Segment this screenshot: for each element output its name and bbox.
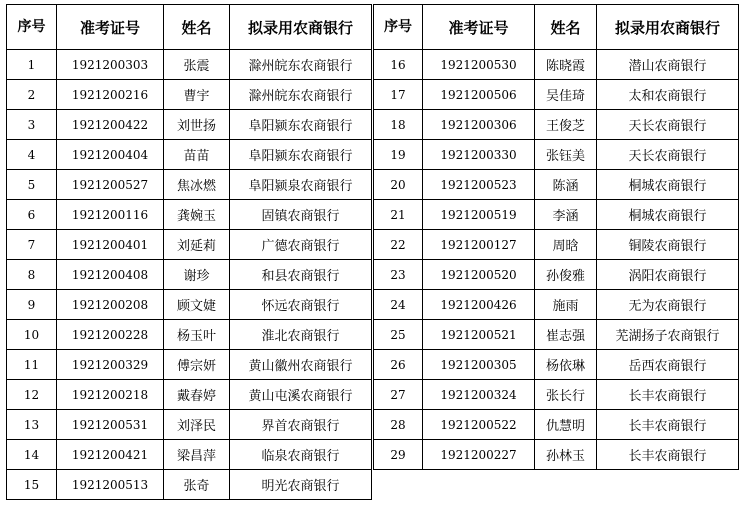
cell-exam-id: 1921200401	[57, 230, 164, 260]
right-table	[373, 4, 739, 470]
cell-exam-id: 1921200513	[57, 470, 164, 500]
cell-bank: 长丰农商银行	[597, 380, 739, 410]
cell-name: 施雨	[535, 290, 597, 320]
cell-exam-id: 1921200521	[423, 320, 535, 350]
cell-name: 梁昌萍	[164, 440, 230, 470]
cell-seq: 13	[7, 410, 57, 440]
cell-name: 王俊芝	[535, 110, 597, 140]
cell-exam-id: 1921200506	[423, 80, 535, 110]
cell-seq: 5	[7, 170, 57, 200]
cell-bank: 怀远农商银行	[230, 290, 372, 320]
header-seq: 序号	[374, 5, 423, 50]
cell-bank: 固镇农商银行	[230, 200, 372, 230]
cell-seq: 2	[7, 80, 57, 110]
cell-seq: 25	[374, 320, 423, 350]
cell-exam-id: 1921200324	[423, 380, 535, 410]
cell-exam-id: 1921200426	[423, 290, 535, 320]
table-row	[7, 350, 372, 380]
cell-bank: 临泉农商银行	[230, 440, 372, 470]
cell-exam-id: 1921200303	[57, 50, 164, 80]
header-bank: 拟录用农商银行	[230, 5, 372, 50]
table-row	[374, 110, 739, 140]
cell-bank: 阜阳颍东农商银行	[230, 110, 372, 140]
cell-bank: 天长农商银行	[597, 110, 739, 140]
cell-exam-id: 1921200305	[423, 350, 535, 380]
cell-exam-id: 1921200216	[57, 80, 164, 110]
table-row	[374, 140, 739, 170]
cell-seq: 21	[374, 200, 423, 230]
cell-seq: 10	[7, 320, 57, 350]
table-row	[7, 80, 372, 110]
cell-bank: 天长农商银行	[597, 140, 739, 170]
cell-name: 孙林玉	[535, 440, 597, 470]
cell-seq: 9	[7, 290, 57, 320]
cell-bank: 和县农商银行	[230, 260, 372, 290]
cell-exam-id: 1921200329	[57, 350, 164, 380]
cell-bank: 长丰农商银行	[597, 410, 739, 440]
table-row	[7, 380, 372, 410]
table-row	[7, 200, 372, 230]
table-row	[374, 200, 739, 230]
cell-seq: 11	[7, 350, 57, 380]
cell-exam-id: 1921200422	[57, 110, 164, 140]
cell-seq: 28	[374, 410, 423, 440]
cell-exam-id: 1921200208	[57, 290, 164, 320]
cell-exam-id: 1921200531	[57, 410, 164, 440]
cell-exam-id: 1921200227	[423, 440, 535, 470]
cell-seq: 1	[7, 50, 57, 80]
cell-seq: 22	[374, 230, 423, 260]
cell-bank: 潜山农商银行	[597, 50, 739, 80]
cell-name: 崔志强	[535, 320, 597, 350]
cell-name: 戴春婷	[164, 380, 230, 410]
cell-seq: 19	[374, 140, 423, 170]
table-row	[7, 170, 372, 200]
cell-exam-id: 1921200421	[57, 440, 164, 470]
cell-name: 孙俊雅	[535, 260, 597, 290]
cell-name: 顾文婕	[164, 290, 230, 320]
cell-bank: 界首农商银行	[230, 410, 372, 440]
cell-bank: 明光农商银行	[230, 470, 372, 500]
table-row	[7, 50, 372, 80]
cell-seq: 3	[7, 110, 57, 140]
cell-bank: 广德农商银行	[230, 230, 372, 260]
cell-name: 张震	[164, 50, 230, 80]
cell-bank: 无为农商银行	[597, 290, 739, 320]
cell-exam-id: 1921200519	[423, 200, 535, 230]
table-row	[7, 440, 372, 470]
right-table-body	[374, 50, 739, 470]
cell-seq: 6	[7, 200, 57, 230]
header-exam-id: 准考证号	[423, 5, 535, 50]
cell-seq: 15	[7, 470, 57, 500]
table-row	[7, 320, 372, 350]
cell-exam-id: 1921200404	[57, 140, 164, 170]
cell-seq: 27	[374, 380, 423, 410]
cell-seq: 24	[374, 290, 423, 320]
cell-exam-id: 1921200408	[57, 260, 164, 290]
table-row	[374, 380, 739, 410]
cell-exam-id: 1921200520	[423, 260, 535, 290]
cell-exam-id: 1921200530	[423, 50, 535, 80]
cell-seq: 23	[374, 260, 423, 290]
cell-name: 刘延莉	[164, 230, 230, 260]
cell-bank: 黄山屯溪农商银行	[230, 380, 372, 410]
cell-seq: 18	[374, 110, 423, 140]
cell-name: 张奇	[164, 470, 230, 500]
table-row	[374, 440, 739, 470]
cell-name: 谢珍	[164, 260, 230, 290]
cell-exam-id: 1921200330	[423, 140, 535, 170]
cell-name: 焦冰燃	[164, 170, 230, 200]
table-row	[374, 80, 739, 110]
header-name: 姓名	[535, 5, 597, 50]
cell-name: 仇慧明	[535, 410, 597, 440]
table-row	[374, 50, 739, 80]
cell-bank: 桐城农商银行	[597, 170, 739, 200]
cell-exam-id: 1921200522	[423, 410, 535, 440]
cell-name: 陈晓霞	[535, 50, 597, 80]
cell-seq: 14	[7, 440, 57, 470]
cell-name: 龚婉玉	[164, 200, 230, 230]
cell-bank: 阜阳颍东农商银行	[230, 140, 372, 170]
header-name: 姓名	[164, 5, 230, 50]
cell-name: 刘泽民	[164, 410, 230, 440]
cell-name: 刘世扬	[164, 110, 230, 140]
cell-name: 李涵	[535, 200, 597, 230]
table-row	[7, 290, 372, 320]
cell-bank: 长丰农商银行	[597, 440, 739, 470]
cell-bank: 黄山徽州农商银行	[230, 350, 372, 380]
table-row	[7, 230, 372, 260]
cell-name: 吴佳琦	[535, 80, 597, 110]
cell-seq: 29	[374, 440, 423, 470]
cell-name: 陈涵	[535, 170, 597, 200]
cell-seq: 7	[7, 230, 57, 260]
table-row	[374, 260, 739, 290]
cell-name: 苗苗	[164, 140, 230, 170]
cell-seq: 17	[374, 80, 423, 110]
table-row	[374, 320, 739, 350]
cell-name: 张钰美	[535, 140, 597, 170]
cell-seq: 12	[7, 380, 57, 410]
cell-exam-id: 1921200228	[57, 320, 164, 350]
cell-bank: 涡阳农商银行	[597, 260, 739, 290]
cell-bank: 阜阳颍泉农商银行	[230, 170, 372, 200]
table-row	[7, 470, 372, 500]
cell-bank: 桐城农商银行	[597, 200, 739, 230]
cell-bank: 太和农商银行	[597, 80, 739, 110]
table-row	[7, 140, 372, 170]
cell-name: 曹宇	[164, 80, 230, 110]
table-row	[7, 110, 372, 140]
cell-exam-id: 1921200306	[423, 110, 535, 140]
table-row	[7, 260, 372, 290]
left-table-body	[7, 50, 372, 500]
cell-bank: 芜湖扬子农商银行	[597, 320, 739, 350]
cell-exam-id: 1921200523	[423, 170, 535, 200]
cell-bank: 岳西农商银行	[597, 350, 739, 380]
table-row	[374, 170, 739, 200]
table-header-row	[374, 5, 739, 50]
cell-exam-id: 1921200116	[57, 200, 164, 230]
cell-bank: 铜陵农商银行	[597, 230, 739, 260]
cell-name: 杨玉叶	[164, 320, 230, 350]
cell-seq: 8	[7, 260, 57, 290]
cell-name: 周晗	[535, 230, 597, 260]
header-bank: 拟录用农商银行	[597, 5, 739, 50]
cell-bank: 淮北农商银行	[230, 320, 372, 350]
table-header-row	[7, 5, 372, 50]
table-row	[374, 410, 739, 440]
table-row	[7, 410, 372, 440]
cell-bank: 滁州皖东农商银行	[230, 50, 372, 80]
table-row	[374, 230, 739, 260]
cell-name: 傅宗妍	[164, 350, 230, 380]
cell-seq: 20	[374, 170, 423, 200]
cell-exam-id: 1921200527	[57, 170, 164, 200]
cell-name: 张长行	[535, 380, 597, 410]
cell-seq: 4	[7, 140, 57, 170]
header-seq: 序号	[7, 5, 57, 50]
header-exam-id: 准考证号	[57, 5, 164, 50]
left-table	[6, 4, 372, 500]
cell-exam-id: 1921200218	[57, 380, 164, 410]
cell-exam-id: 1921200127	[423, 230, 535, 260]
cell-bank: 滁州皖东农商银行	[230, 80, 372, 110]
table-row	[374, 290, 739, 320]
cell-seq: 26	[374, 350, 423, 380]
table-row	[374, 350, 739, 380]
cell-seq: 16	[374, 50, 423, 80]
cell-name: 杨依琳	[535, 350, 597, 380]
